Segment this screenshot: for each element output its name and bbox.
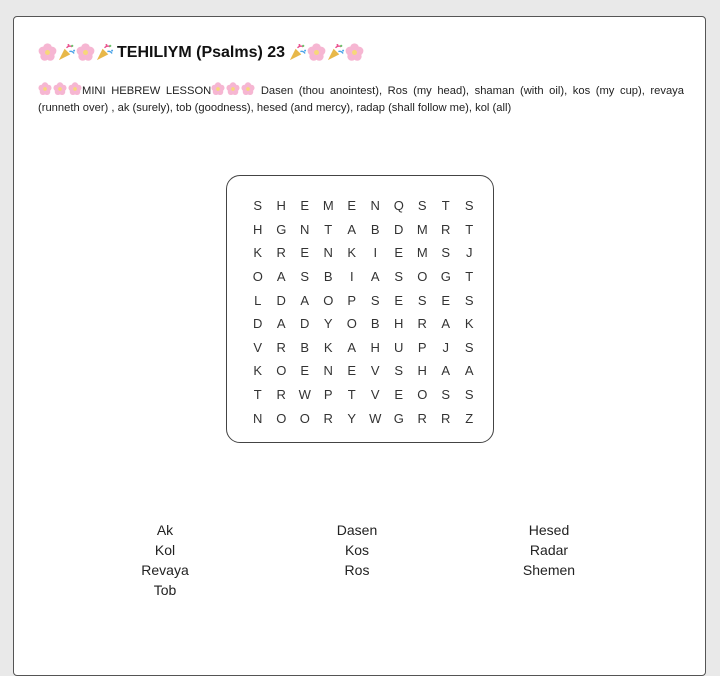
grid-letter: D bbox=[394, 221, 404, 237]
party-popper-icon bbox=[326, 43, 345, 62]
grid-letter: R bbox=[323, 410, 333, 426]
grid-letter: K bbox=[347, 245, 357, 261]
grid-letter: S bbox=[300, 269, 310, 285]
grid-letter: R bbox=[441, 221, 451, 237]
word-list-item: Dasen bbox=[336, 522, 378, 538]
cherry-blossom-icon bbox=[38, 43, 57, 62]
grid-letter: E bbox=[300, 245, 310, 261]
cherry-blossom-icon bbox=[345, 43, 364, 62]
grid-letter: Z bbox=[465, 410, 474, 426]
grid-letter: R bbox=[417, 316, 427, 332]
grid-letter: G bbox=[440, 269, 451, 285]
grid-letter: W bbox=[298, 387, 311, 403]
word-list bbox=[69, 522, 644, 602]
grid-letter: A bbox=[441, 316, 451, 332]
grid-letter: S bbox=[417, 292, 427, 308]
grid-letter: M bbox=[416, 221, 428, 237]
grid-letter: N bbox=[253, 410, 263, 426]
grid-letter: A bbox=[276, 269, 286, 285]
grid-letter: T bbox=[324, 221, 333, 237]
grid-letter: E bbox=[347, 363, 357, 379]
grid-letter: E bbox=[394, 292, 404, 308]
party-popper-icon bbox=[288, 43, 307, 62]
word-list-item: Shemen bbox=[522, 562, 576, 578]
title-text: TEHILIYM (Psalms) 23 bbox=[117, 43, 286, 61]
grid-letter: U bbox=[394, 339, 404, 355]
grid-letter: V bbox=[253, 339, 263, 355]
grid-letter: S bbox=[417, 198, 427, 214]
word-list-item: Hesed bbox=[528, 522, 570, 538]
grid-letter: A bbox=[370, 269, 380, 285]
grid-letter: D bbox=[276, 292, 286, 308]
grid-letter: J bbox=[442, 339, 449, 355]
cherry-blossom-icon bbox=[241, 82, 255, 96]
word-list-item: Radar bbox=[529, 542, 569, 558]
grid-letter: D bbox=[253, 316, 263, 332]
grid-letter: D bbox=[300, 316, 310, 332]
grid-letter: T bbox=[465, 269, 474, 285]
grid-letter: K bbox=[253, 245, 263, 261]
grid-letter: T bbox=[347, 387, 356, 403]
grid-letter: M bbox=[416, 245, 428, 261]
grid-letter: H bbox=[394, 316, 404, 332]
grid-letter: V bbox=[370, 387, 380, 403]
grid-letter: S bbox=[464, 387, 474, 403]
grid-letter: Y bbox=[323, 316, 333, 332]
title-decoration-left bbox=[38, 43, 114, 62]
grid-letter: W bbox=[369, 410, 382, 426]
word-list-item: Tob bbox=[153, 582, 177, 598]
grid-letter: O bbox=[252, 269, 263, 285]
grid-letter: T bbox=[441, 198, 450, 214]
lesson-decoration-right bbox=[211, 82, 255, 96]
cherry-blossom-icon bbox=[307, 43, 326, 62]
grid-letter: T bbox=[253, 387, 262, 403]
grid-letter: E bbox=[394, 245, 404, 261]
party-popper-icon bbox=[57, 43, 76, 62]
grid-letter: K bbox=[253, 363, 263, 379]
grid-letter: I bbox=[349, 269, 354, 285]
grid-letter: S bbox=[394, 269, 404, 285]
grid-letter: T bbox=[465, 221, 474, 237]
grid-letter: E bbox=[300, 198, 310, 214]
grid-letter: R bbox=[441, 410, 451, 426]
grid-letter: S bbox=[464, 339, 474, 355]
party-popper-icon bbox=[95, 43, 114, 62]
grid-letter: Y bbox=[347, 410, 357, 426]
word-list-item: Kol bbox=[154, 542, 176, 558]
cherry-blossom-icon bbox=[211, 82, 225, 96]
grid-letter: R bbox=[276, 339, 286, 355]
cherry-blossom-icon bbox=[38, 82, 52, 96]
grid-letter: S bbox=[441, 245, 451, 261]
grid-letter: O bbox=[276, 363, 287, 379]
grid-letter: S bbox=[370, 292, 380, 308]
grid-letter: S bbox=[441, 387, 451, 403]
word-search-box bbox=[226, 175, 494, 443]
cherry-blossom-icon bbox=[68, 82, 82, 96]
grid-letter: V bbox=[370, 363, 380, 379]
grid-letter: S bbox=[464, 198, 474, 214]
grid-letter: O bbox=[276, 410, 287, 426]
lesson-text: Dasen (thou anointest), Ros (my head), shaman (with oil), kos (my cup), revaya (runneth over) , ak (surely), tob (goodness), hesed (and mercy), radap (shall follow me), kol (all) bbox=[38, 85, 684, 114]
word-list-item: Ros bbox=[344, 562, 370, 578]
lesson-label: MINI HEBREW LESSON bbox=[82, 85, 212, 97]
grid-letter: A bbox=[300, 292, 310, 308]
grid-letter: R bbox=[276, 245, 286, 261]
grid-letter: R bbox=[276, 387, 286, 403]
lesson-decoration-left bbox=[38, 82, 82, 96]
grid-letter: A bbox=[464, 363, 474, 379]
grid-letter: O bbox=[323, 292, 334, 308]
worksheet-title bbox=[38, 43, 364, 62]
grid-letter: A bbox=[441, 363, 451, 379]
grid-letter: S bbox=[394, 363, 404, 379]
grid-letter: P bbox=[323, 387, 333, 403]
mini-hebrew-lesson bbox=[38, 82, 684, 117]
grid-letter: H bbox=[253, 221, 263, 237]
grid-letter: O bbox=[346, 316, 357, 332]
grid-letter: K bbox=[323, 339, 333, 355]
grid-letter: L bbox=[254, 292, 262, 308]
letter-grid bbox=[246, 194, 481, 430]
grid-letter: S bbox=[253, 198, 263, 214]
grid-letter: E bbox=[394, 387, 404, 403]
grid-letter: E bbox=[300, 363, 310, 379]
grid-letter: N bbox=[323, 363, 333, 379]
grid-letter: I bbox=[373, 245, 378, 261]
grid-letter: A bbox=[276, 316, 286, 332]
worksheet-page bbox=[13, 16, 706, 676]
grid-letter: A bbox=[347, 339, 357, 355]
grid-letter: M bbox=[322, 198, 334, 214]
grid-letter: R bbox=[417, 410, 427, 426]
grid-letter: P bbox=[347, 292, 357, 308]
word-list-item: Revaya bbox=[141, 562, 189, 578]
grid-letter: A bbox=[347, 221, 357, 237]
grid-letter: N bbox=[323, 245, 333, 261]
grid-letter: P bbox=[417, 339, 427, 355]
grid-letter: B bbox=[323, 269, 333, 285]
title-decoration-right bbox=[288, 43, 364, 62]
grid-letter: N bbox=[370, 198, 380, 214]
grid-letter: O bbox=[417, 269, 428, 285]
grid-letter: Q bbox=[393, 198, 404, 214]
grid-letter: K bbox=[464, 316, 474, 332]
cherry-blossom-icon bbox=[76, 43, 95, 62]
word-list-item: Ak bbox=[156, 522, 174, 538]
grid-letter: H bbox=[276, 198, 286, 214]
grid-letter: G bbox=[276, 221, 287, 237]
grid-letter: G bbox=[393, 410, 404, 426]
grid-letter: B bbox=[300, 339, 310, 355]
grid-letter: E bbox=[441, 292, 451, 308]
grid-letter: B bbox=[370, 221, 380, 237]
grid-letter: N bbox=[300, 221, 310, 237]
grid-letter: H bbox=[417, 363, 427, 379]
cherry-blossom-icon bbox=[226, 82, 240, 96]
word-list-item: Kos bbox=[344, 542, 370, 558]
grid-letter: E bbox=[347, 198, 357, 214]
grid-letter: S bbox=[464, 292, 474, 308]
grid-letter: J bbox=[466, 245, 473, 261]
grid-letter: O bbox=[299, 410, 310, 426]
cherry-blossom-icon bbox=[53, 82, 67, 96]
grid-letter: B bbox=[370, 316, 380, 332]
grid-letter: H bbox=[370, 339, 380, 355]
grid-letter: O bbox=[417, 387, 428, 403]
